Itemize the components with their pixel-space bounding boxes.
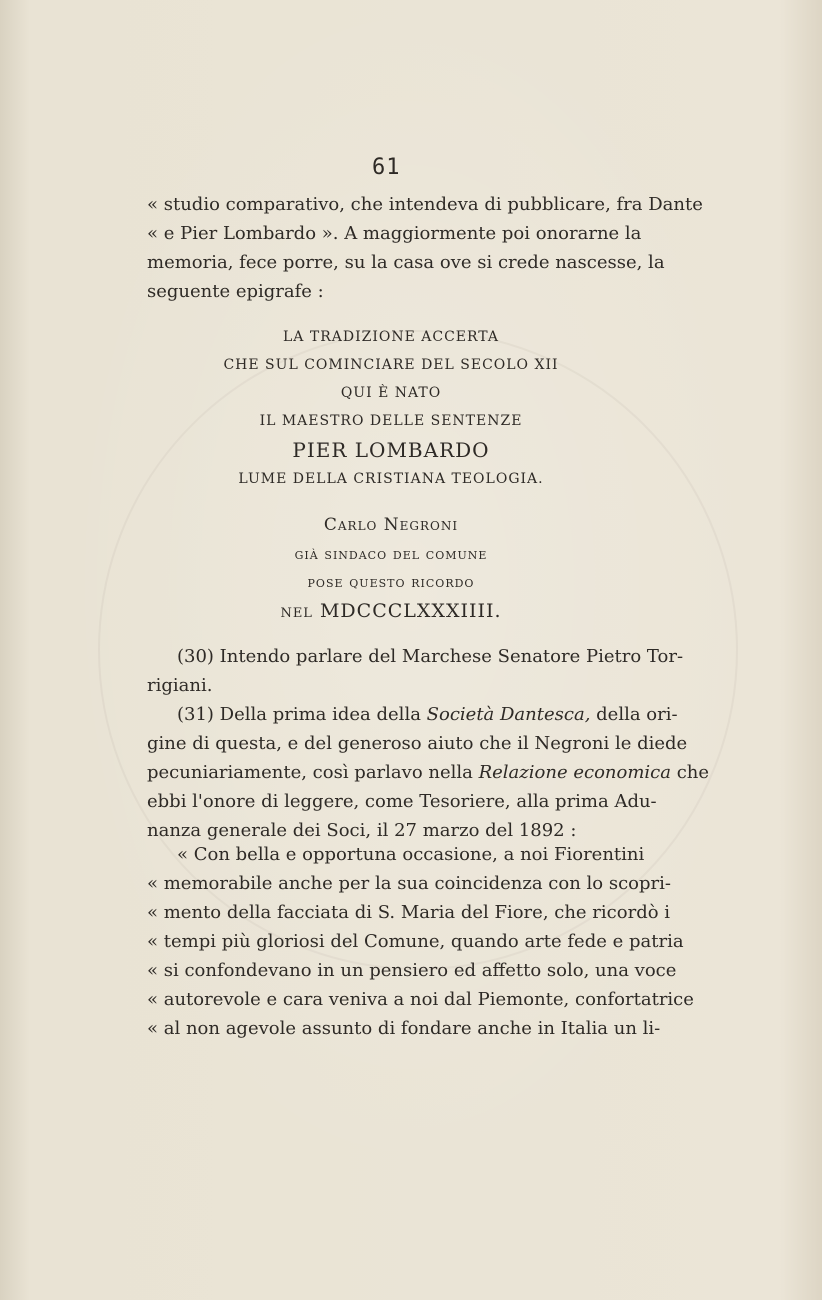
epigraph-line: LA TRADIZIONE ACCERTA <box>283 329 499 345</box>
signature-line: già sindaco del comune <box>294 545 488 563</box>
italic-title: Relazione economica <box>478 762 671 783</box>
epigraph-line: IL MAESTRO DELLE SENTENZE <box>259 413 523 429</box>
epigraph-signature <box>147 510 635 626</box>
text-line: « studio comparativo, che intendeva di pubblicare, fra Dante <box>147 194 703 215</box>
quote-line: « memorabile anche per la sua coincidenza con lo scopri- <box>147 873 671 894</box>
text-line: ebbi l'onore di leggere, come Tesoriere, alla prima Adu- <box>147 791 657 812</box>
text-fragment: (31) Della prima idea della <box>177 704 427 725</box>
page-number: 61 <box>372 155 401 180</box>
quote-line: « Con bella e opportuna occasione, a noi Fiorentini <box>177 844 645 865</box>
epigraph-line: CHE SUL COMINCIARE DEL SECOLO XII <box>223 357 559 373</box>
epigraph <box>147 323 635 493</box>
epigraph-line: QUI È NATO <box>340 385 442 401</box>
text-line: (30) Intendo parlare del Marchese Senatore Pietro Tor- <box>177 646 684 667</box>
quote-line: « al non agevole assunto di fondare anche in Italia un li- <box>147 1018 661 1039</box>
text-fragment: che <box>670 762 710 783</box>
epigraph-name: PIER LOMBARDO <box>292 438 490 462</box>
quote-line: « mento della facciata di S. Maria del Fiore, che ricordò i <box>147 902 671 923</box>
text-fragment: pecuniariamente, così parlavo nella <box>147 762 479 783</box>
text-line <box>147 700 678 729</box>
text-line: rigiani. <box>147 675 213 696</box>
quote-line: « si confondevano in un pensiero ed affetto solo, una voce <box>147 960 677 981</box>
quotation <box>147 840 694 1043</box>
text-line: seguente epigrafe : <box>147 281 324 302</box>
quote-line: « tempi più gloriosi del Comune, quando arte fede e patria <box>147 931 684 952</box>
note-31 <box>147 700 710 845</box>
text-fragment: della ori- <box>590 704 678 725</box>
text-line: « e Pier Lombardo ». A maggiormente poi onorarne la <box>147 223 642 244</box>
text-line: nanza generale dei Soci, il 27 marzo del 1892 : <box>147 820 577 841</box>
signature-date: nel MDCCCLXXXIIII. <box>280 600 502 622</box>
text-line: gine di questa, e del generoso aiuto che il Negroni le diede <box>147 733 688 754</box>
signature-name: Carlo Negroni <box>323 515 459 535</box>
text-line <box>147 758 710 787</box>
italic-title: Società Dantesca, <box>426 704 591 725</box>
text-line: memoria, fece porre, su la casa ove si crede nascesse, la <box>147 252 665 273</box>
note-30 <box>147 642 684 700</box>
intro-paragraph <box>147 190 703 306</box>
signature-line: pose questo ricordo <box>307 573 475 591</box>
epigraph-line: LUME DELLA CRISTIANA TEOLOGIA. <box>238 471 544 487</box>
quote-line: « autorevole e cara veniva a noi dal Piemonte, confortatrice <box>147 989 694 1010</box>
